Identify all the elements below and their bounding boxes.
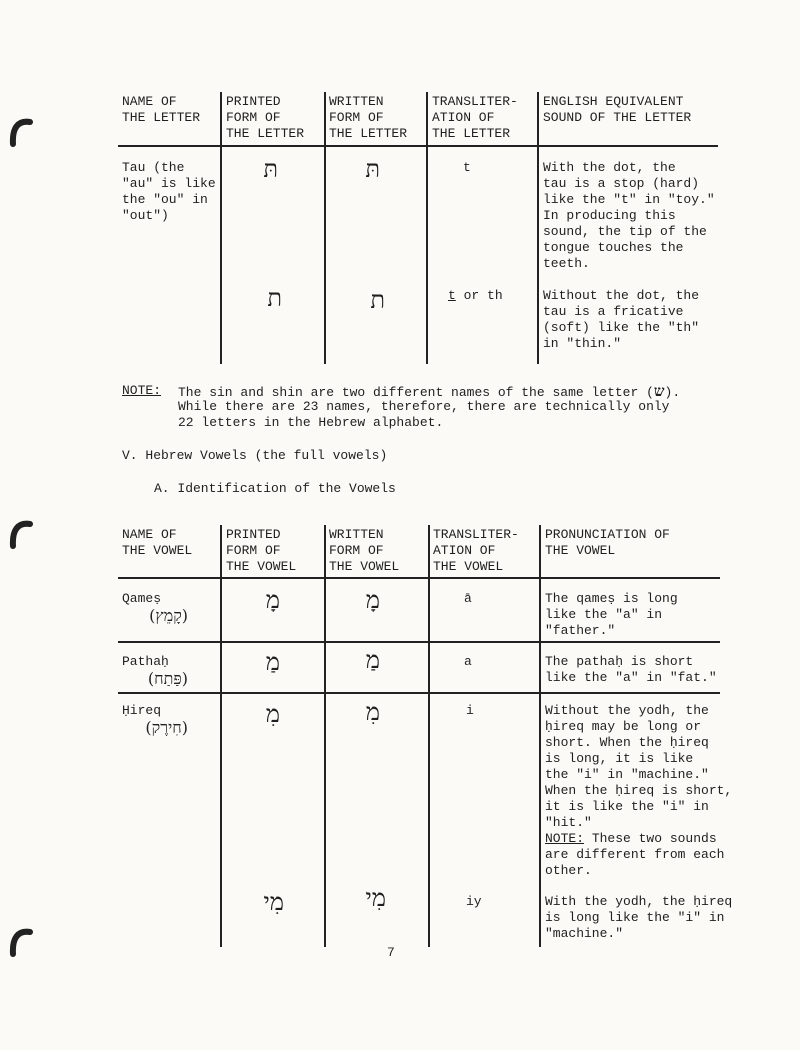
binder-hole-icon — [8, 520, 34, 550]
header-transliteration: TRANSLITER- ATION OF THE VOWEL — [433, 527, 519, 574]
header-transliteration: TRANSLITER- ATION OF THE LETTER — [432, 94, 518, 141]
tau-name: Tau (the "au" is like the "ou" in "out") — [122, 160, 216, 223]
tau-nodot-description: Without the dot, the tau is a fricative (soft) like the "th" in "thin." — [543, 288, 700, 351]
vowel-name-hireq: Ḥireq — [122, 703, 162, 718]
column-divider — [428, 525, 430, 947]
header-written-form: WRITTEN FORM OF THE VOWEL — [329, 527, 400, 574]
tau-printed-dot: תּ — [263, 155, 278, 183]
binder-hole-icon — [8, 928, 34, 958]
section-heading-v: V. Hebrew Vowels (the full vowels) — [122, 448, 388, 463]
tau-written-nodot: ת — [370, 286, 385, 314]
hireq-description: Without the yodh, the ḥireq may be long or short. When the ḥireq is long, it is like the "i" in "machine." When the ḥireq is short, it is like the "i" in "hit." — [545, 703, 733, 830]
header-printed-form: PRINTED FORM OF THE LETTER — [226, 94, 305, 141]
vowel-hebrew-qames: (קָמֵץ) — [149, 606, 188, 625]
tau-translit-t: t — [463, 160, 471, 175]
qames-printed: מָ — [265, 586, 280, 614]
qames-translit: ā — [464, 591, 472, 606]
hireq-translit: i — [466, 703, 474, 718]
header-pronunciation: PRONUNCIATION OF THE VOWEL — [545, 527, 670, 558]
section-heading-a: A. Identification of the Vowels — [154, 481, 396, 496]
note-label: NOTE: — [122, 383, 162, 398]
column-divider — [537, 92, 539, 364]
vowel-name-pathah: Pathaḥ — [122, 654, 169, 669]
note-line-2: While there are 23 names, therefore, there are technically only — [178, 399, 670, 414]
hireq-yodh-description: With the yodh, the ḥireq is long like the "i" in "machine." — [545, 894, 733, 941]
column-divider — [324, 92, 326, 364]
tau-dot-description: With the dot, the tau is a stop (hard) like the "t" in "toy." In producing this sound, the tip of the tongue touches the teeth. — [543, 160, 715, 271]
header-divider — [118, 145, 718, 147]
shin-letter: ש — [653, 382, 665, 400]
header-name-of-letter: NAME OF THE LETTER — [122, 94, 201, 125]
hireq-written: מִ — [365, 698, 380, 726]
pathah-description: The pathaḥ is short like the "a" in "fat." — [545, 654, 717, 685]
qames-description: The qameṣ is long like the "a" in "father." — [545, 591, 678, 638]
header-english-equivalent: ENGLISH EQUIVALENT SOUND OF THE LETTER — [543, 94, 692, 125]
note-line-3: 22 letters in the Hebrew alphabet. — [178, 415, 444, 430]
column-divider — [324, 525, 326, 947]
vowel-name-qames: Qameṣ — [122, 591, 162, 606]
hireq-yodh-written: מִי — [365, 884, 386, 912]
hireq-printed: מִ — [265, 700, 280, 728]
column-divider — [220, 525, 222, 947]
hireq-yodh-printed: מִי — [263, 888, 284, 916]
hireq-note: NOTE: These two sounds are different from each other. — [545, 831, 725, 878]
vowel-hebrew-pathah: (פַּתַח) — [147, 669, 188, 688]
column-divider — [220, 92, 222, 364]
binder-hole-icon — [8, 118, 34, 148]
tau-translit-th: t or th — [448, 288, 503, 303]
tau-written-dot: תּ — [365, 155, 380, 183]
note-line-1: The sin and shin are two different names of the same letter (ש). — [178, 382, 681, 400]
pathah-printed: מַ — [265, 648, 280, 676]
qames-written: מָ — [365, 586, 380, 614]
pathah-translit: a — [464, 654, 472, 669]
page-number: 7 — [387, 945, 395, 960]
header-divider — [118, 577, 720, 579]
column-divider — [426, 92, 428, 364]
column-divider — [539, 525, 541, 947]
row-divider — [118, 641, 720, 643]
header-written-form: WRITTEN FORM OF THE LETTER — [329, 94, 408, 141]
header-printed-form: PRINTED FORM OF THE VOWEL — [226, 527, 297, 574]
tau-printed-nodot: ת — [267, 284, 282, 312]
pathah-written: מַ — [365, 646, 380, 674]
vowel-hebrew-hireq: (חִירֶק) — [145, 718, 188, 737]
row-divider — [118, 692, 720, 694]
header-name-of-vowel: NAME OF THE VOWEL — [122, 527, 193, 558]
hireq-yodh-translit: iy — [466, 894, 482, 909]
